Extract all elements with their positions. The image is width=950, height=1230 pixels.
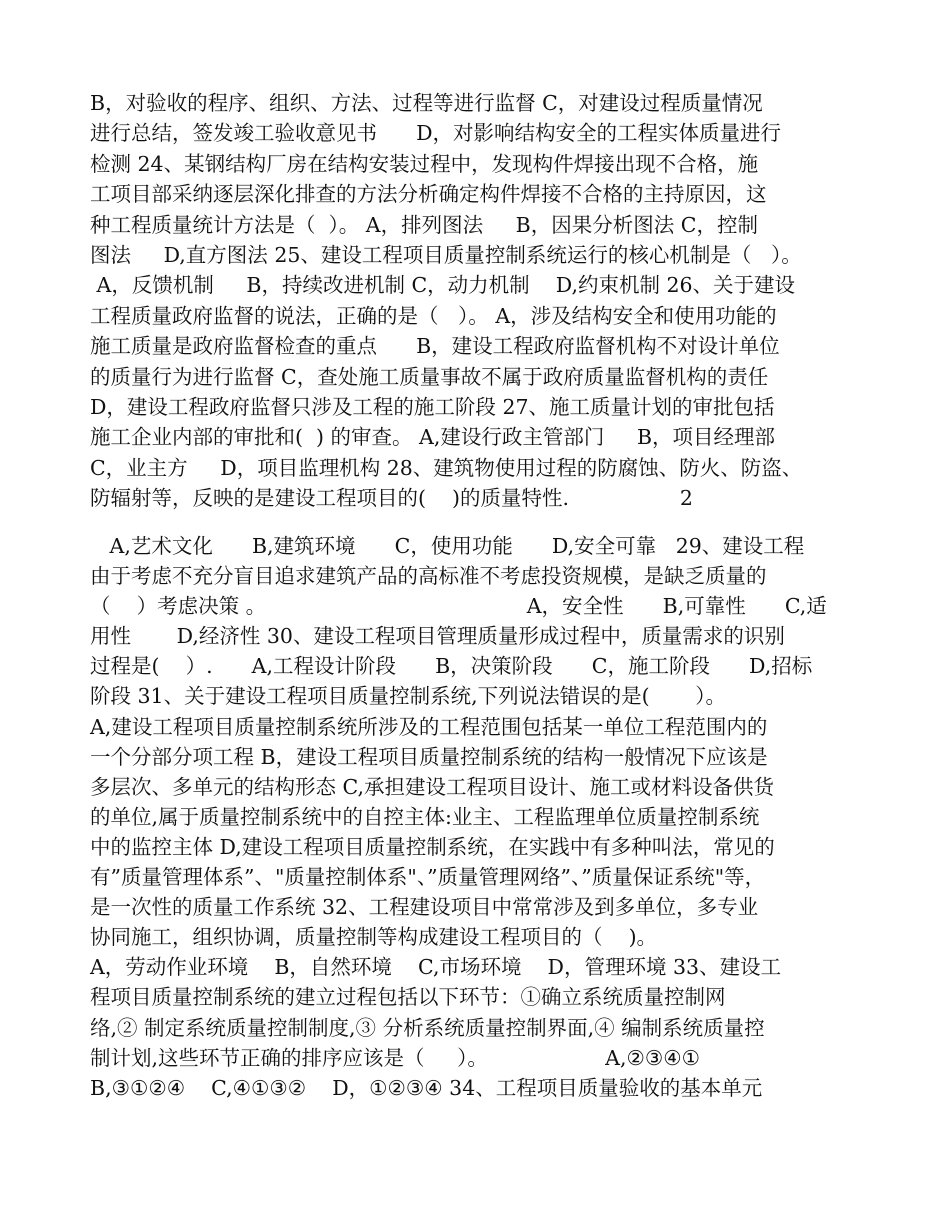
text-block-upper [90,88,880,513]
text-line: 的质量行为进行监督 C，查处施工质量事故不属于政府质量监督机构的责任 [90,364,769,389]
text-line: 是一次性的质量工作系统 32、工程建设项目中常常涉及到多单位，多专业 [90,895,759,920]
text-line: 的单位,属于质量控制系统中的自控主体:业主、工程监理单位质量控制系统 [90,804,760,829]
text-line: 防辐射等，反映的是建设工程项目的( )的质量特性. 2 [90,486,693,511]
text-line: 施工质量是政府监督检查的重点 B，建设工程政府监督机构不对设计单位 [90,334,780,359]
text-line: 中的监控主体 D,建设工程项目质量控制系统，在实践中有多种叫法，常见的 [90,834,775,859]
text-line: 程项目质量控制系统的建立过程包括以下环节：①确立系统质量控制网 [90,985,726,1010]
text-line: D，建设工程政府监督只涉及工程的施工阶段 27、施工质量计划的审批包括 [90,394,775,419]
text-line: C，业主方 D，项目监理机构 28、建筑物使用过程的防腐蚀、防火、防盗、 [90,455,803,480]
text-line: 工项目部采纳逐层深化排查的方法分析确定构件焊接不合格的主持原因，这 [90,182,767,207]
text-line: 用性 D,经济性 30、建设工程项目管理质量形成过程中，质量需求的识别 [90,624,785,649]
text-line: 过程是( ）. A,工程设计阶段 B，决策阶段 C，施工阶段 D,招标 [90,654,813,679]
text-line: 检测 24、某钢结构厂房在结构安装过程中，发现构件焊接出现不合格，施 [90,151,759,176]
text-line: B，对验收的程序、组织、方法、过程等进行监督 C，对建设过程质量情况 [90,91,763,115]
text-line: 由于考虑不充分盲目追求建筑产品的高标准不考虑投资规模，是缺乏质量的 [90,564,767,589]
text-line: A，反馈机制 B，持续改进机制 C，动力机制 D,约束机制 26、关于建设 [90,273,796,298]
text-line: （ ）考虑决策 。 A，安全性 B,可靠性 C,适 [90,594,827,619]
text-line: A,建设工程项目质量控制系统所涉及的工程范围包括某一单位工程范围内的 [90,714,768,739]
text-line: 种工程质量统计方法是（ ）。 A，排列图法 B，因果分析图法 C，控制 [90,212,758,237]
text-line: 阶段 31、关于建设工程项目质量控制系统,下列说法错误的是( ）。 [90,684,726,709]
text-line: 图法 D,直方图法 25、建设工程项目质量控制系统运行的核心机制是（ ）。 [90,242,802,267]
text-line: 有”质量管理体系”、"质量控制体系"、”质量管理网络”、”质量保证系统"等， [90,865,766,890]
text-line: A,艺术文化 B,建筑环境 C，使用功能 D,安全可靠 29、建设工程 [90,534,805,558]
text-line: 进行总结，签发竣工验收意见书 D，对影响结构安全的工程实体质量进行 [90,121,782,146]
text-line: 制计划,这些环节正确的排序应该是（ ）。 A,②③④① [90,1045,700,1070]
text-line: A，劳动作业环境 B，自然环境 C,市场环境 D，管理环境 33、建设工 [90,955,782,980]
text-line: B,③①②④ C,④①③② D，①②③④ 34、工程项目质量验收的基本单元 [90,1075,763,1100]
text-line: 多层次、多单元的结构形态 C,承担建设工程项目设计、施工或材料设备供货 [90,774,774,799]
text-line: 施工企业内部的审批和( ) 的审查。 A,建设行政主管部门 B，项目经理部 [90,425,776,450]
text-line: 一个分部分项工程 B，建设工程项目质量控制系统的结构一般情况下应该是 [90,744,768,769]
text-line: 络,② 制定系统质量控制制度,③ 分析系统质量控制界面,④ 编制系统质量控 [90,1015,765,1040]
text-line: 工程质量政府监督的说法，正确的是（ ）。 A，涉及结构安全和使用功能的 [90,303,777,328]
text-line: 协同施工，组织协调，质量控制等构成建设工程项目的（ )。 [90,925,658,950]
text-block-lower [90,531,880,1103]
